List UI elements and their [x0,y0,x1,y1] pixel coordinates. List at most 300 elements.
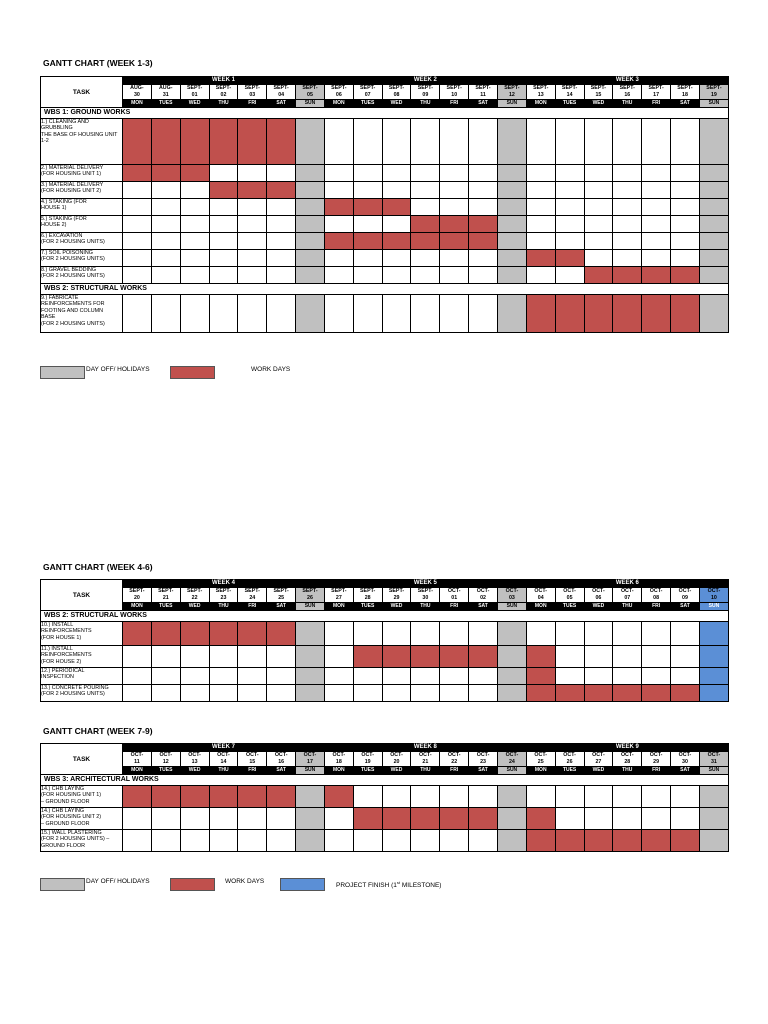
work-day-cell [382,808,411,830]
task-label-line: THE BASE OF HOUSING UNIT 1-2 [41,131,118,145]
weekday-header: FRI [440,100,469,108]
date-day: 30 [682,759,688,765]
date-header [209,588,238,603]
date-day: 02 [480,595,486,601]
day-off-cell [497,808,526,830]
empty-day-cell [555,199,584,216]
date-header [382,752,411,767]
day-off-cell [497,668,526,685]
date-month: SEPT- [273,85,289,91]
date-header [699,85,728,100]
empty-day-cell [267,165,296,182]
weekday-header: MON [526,767,555,775]
empty-day-cell [209,267,238,284]
date-header [497,588,526,603]
date-header [613,85,642,100]
task-label-line: 7.) SOIL POISONING [41,250,93,256]
empty-day-cell [411,199,440,216]
work-day-cell [642,830,671,852]
date-day: 14 [566,92,573,98]
work-day-cell [469,808,498,830]
date-day: 17 [653,92,660,98]
task-label [41,685,123,702]
task-label-line: (FOR 2 HOUSING UNITS) [41,320,105,327]
date-header [353,85,382,100]
day-off-cell [699,267,728,284]
date-month: OCT- [563,588,576,594]
task-label-line: (FOR HOUSE 1) [41,634,82,641]
date-header [151,588,180,603]
empty-day-cell [642,182,671,199]
week-header: WEEK 3 [526,77,728,85]
date-header [642,85,671,100]
weekday-header: THU [209,100,238,108]
empty-day-cell [267,199,296,216]
empty-day-cell [209,685,238,702]
task-label [41,119,123,165]
date-day: 03 [508,595,515,601]
work-day-cell [238,119,267,165]
date-month: SEPT- [388,85,405,91]
date-day: 04 [278,92,285,98]
day-off-cell [699,808,728,830]
empty-day-cell [584,622,613,646]
date-day: 08 [653,595,660,601]
empty-day-cell [642,216,671,233]
date-header [151,752,180,767]
work-day-cell [411,646,440,668]
weekday-header: MON [324,100,353,108]
task-label-line: BASE [41,314,56,321]
work-day-cell [382,199,411,216]
empty-day-cell [555,668,584,685]
date-month: SEPT- [360,85,376,91]
task-label-line: (FOR HOUSING UNIT 1) [41,171,102,178]
task-label-line: (FOR 2 HOUSING UNITS) [41,256,105,263]
work-day-cell [123,622,152,646]
weekday-header: FRI [642,603,671,611]
empty-day-cell [613,182,642,199]
day-off-cell [497,119,526,165]
work-day-cell [353,233,382,250]
wbs-section-row [41,611,729,622]
task-label-line: 1.) CLEANING AND GRUBBLING [41,119,89,132]
task-row [41,119,729,165]
weekday-header: TUES [151,603,180,611]
empty-day-cell [613,622,642,646]
work-day-cell [151,165,180,182]
empty-day-cell [526,182,555,199]
empty-day-cell [469,250,498,267]
date-month: OCT- [592,752,605,758]
date-day: 04 [537,595,544,601]
project-finish-cell [699,622,728,646]
empty-day-cell [469,295,498,333]
work-day-cell [642,267,671,284]
empty-day-cell [180,808,209,830]
legend-work-days-swatch [170,366,215,379]
work-day-cell [671,830,700,852]
empty-day-cell [555,216,584,233]
date-header [411,752,440,767]
task-label-line: REINFORCEMENTS FOR [41,301,105,308]
empty-day-cell [123,808,152,830]
empty-day-cell [324,622,353,646]
empty-day-cell [671,165,700,182]
empty-day-cell [613,786,642,808]
empty-day-cell [353,295,382,333]
work-day-cell [151,622,180,646]
date-month: SEPT- [388,588,405,594]
date-month: SEPT- [619,85,635,91]
date-header [584,752,613,767]
task-label [41,165,123,182]
empty-day-cell [353,685,382,702]
empty-day-cell [584,182,613,199]
empty-day-cell [555,165,584,182]
empty-day-cell [209,646,238,668]
gantt-table [40,76,729,333]
empty-day-cell [671,668,700,685]
date-header [526,85,555,100]
work-day-cell [555,250,584,267]
empty-day-cell [353,830,382,852]
weekday-header: MON [526,603,555,611]
empty-day-cell [613,808,642,830]
date-header [209,85,238,100]
empty-day-cell [123,250,152,267]
task-label [41,233,123,250]
work-day-cell [180,786,209,808]
work-day-cell [613,295,642,333]
date-day: 15 [595,92,602,98]
wbs-section-row [41,108,729,119]
empty-day-cell [382,622,411,646]
empty-day-cell [613,646,642,668]
empty-day-cell [440,267,469,284]
empty-day-cell [267,830,296,852]
date-month: SEPT- [302,85,318,91]
weekday-header: MON [123,767,152,775]
day-off-cell [296,668,325,685]
task-label-line: 8.) GRAVEL BEDDING [41,267,97,273]
task-label-line: 12.) PERIODICAL [41,668,85,674]
week-header: WEEK 8 [324,744,526,752]
empty-day-cell [440,119,469,165]
task-label-line: INSPECTION [41,674,74,681]
task-row [41,267,729,284]
task-row [41,646,729,668]
date-day: 13 [191,759,198,765]
empty-day-cell [440,668,469,685]
task-label-line: (FOR 2 HOUSING UNITS) [41,239,105,246]
date-month: OCT- [476,588,490,594]
work-day-cell [526,830,555,852]
day-off-cell [296,182,325,199]
work-day-cell [324,199,353,216]
day-off-cell [296,233,325,250]
weekday-header: THU [411,100,440,108]
work-day-cell [642,295,671,333]
task-row [41,165,729,182]
empty-day-cell [209,233,238,250]
empty-day-cell [469,119,498,165]
day-off-cell [699,216,728,233]
date-header [440,588,469,603]
empty-day-cell [440,685,469,702]
work-day-cell [267,182,296,199]
date-day: 16 [624,92,631,98]
date-month: OCT- [361,752,374,758]
empty-day-cell [180,182,209,199]
empty-day-cell [353,622,382,646]
empty-day-cell [613,119,642,165]
date-month: SEPT- [244,85,260,91]
date-header [497,85,526,100]
work-day-cell [613,830,642,852]
work-day-cell [209,786,238,808]
empty-day-cell [324,830,353,852]
gantt-table [40,743,729,852]
work-day-cell [584,295,613,333]
date-month: SEPT- [706,85,722,91]
empty-day-cell [209,668,238,685]
empty-day-cell [238,165,267,182]
weekday-header: SAT [469,603,498,611]
date-header [671,588,700,603]
task-row [41,685,729,702]
date-day: 02 [220,92,227,98]
empty-day-cell [151,685,180,702]
project-finish-cell [699,685,728,702]
date-day: 16 [278,759,285,765]
empty-day-cell [411,295,440,333]
empty-day-cell [642,786,671,808]
date-header [267,588,296,603]
weekday-header: MON [123,603,152,611]
day-off-cell [699,119,728,165]
wbs-label: WBS 2: STRUCTURAL WORKS [41,611,729,622]
task-label-line: (FOR HOUSING UNIT 2) [41,814,102,821]
date-day: 25 [278,595,285,601]
wbs-section-row [41,775,729,786]
day-off-cell [296,216,325,233]
work-day-cell [238,622,267,646]
date-day: 29 [393,595,400,601]
day-off-cell [497,182,526,199]
date-day: 22 [451,759,458,765]
task-label [41,622,123,646]
date-day: 20 [133,595,140,601]
day-off-cell [699,182,728,199]
empty-day-cell [526,267,555,284]
empty-day-cell [411,685,440,702]
day-off-cell [497,216,526,233]
date-day: 17 [307,759,313,765]
date-header [584,588,613,603]
work-day-cell [209,119,238,165]
task-row [41,182,729,199]
empty-day-cell [123,685,152,702]
date-month: SEPT- [417,588,434,594]
empty-day-cell [209,250,238,267]
date-month: OCT- [592,588,605,594]
work-day-cell [671,295,700,333]
empty-day-cell [209,216,238,233]
date-day: 31 [162,92,169,98]
date-month: SEPT- [475,85,491,91]
empty-day-cell [382,250,411,267]
weekday-header: WED [382,100,411,108]
date-month: SEPT- [360,588,376,594]
week-header: WEEK 4 [123,580,325,588]
week-header: WEEK 7 [123,744,325,752]
weekday-header: SUN [296,767,325,775]
date-day: 28 [364,595,371,601]
work-day-cell [526,808,555,830]
day-off-cell [497,786,526,808]
date-month: OCT- [447,588,461,594]
empty-day-cell [324,267,353,284]
task-label [41,182,123,199]
date-header [699,588,728,603]
empty-day-cell [469,182,498,199]
date-day: 07 [364,92,371,98]
day-off-cell [296,165,325,182]
date-day: 24 [508,759,515,765]
date-month: SEPT- [561,85,578,91]
empty-day-cell [353,250,382,267]
day-off-cell [296,267,325,284]
day-off-cell [296,295,325,333]
week-header: WEEK 1 [123,77,325,85]
gantt-table-week-1-3 [40,76,729,333]
task-row [41,808,729,830]
empty-day-cell [555,646,584,668]
empty-day-cell [469,786,498,808]
date-header [440,752,469,767]
work-day-cell [353,199,382,216]
date-header [440,85,469,100]
date-month: SEPT- [129,588,145,594]
empty-day-cell [123,830,152,852]
date-month: SEPT- [533,85,549,91]
day-off-cell [699,250,728,267]
date-month: OCT- [620,588,634,594]
date-month: OCT- [649,752,663,758]
empty-day-cell [411,165,440,182]
date-header [209,752,238,767]
date-header [699,752,728,767]
date-day: 05 [307,92,313,98]
date-day: 10 [451,92,458,98]
empty-day-cell [267,808,296,830]
weekday-header: FRI [440,603,469,611]
empty-day-cell [642,668,671,685]
date-month: OCT- [390,752,403,758]
weekday-header: SUN [699,100,728,108]
work-day-cell [324,786,353,808]
date-day: 01 [191,92,198,98]
task-row [41,668,729,685]
date-day: 26 [307,595,313,601]
date-header [296,85,325,100]
week-header-row [41,77,729,85]
date-day: 11 [480,92,486,98]
empty-day-cell [267,685,296,702]
empty-day-cell [613,216,642,233]
empty-day-cell [123,199,152,216]
weekday-header-row [41,100,729,108]
date-month: SEPT- [504,85,520,91]
empty-day-cell [353,182,382,199]
date-header [238,752,267,767]
date-header [555,588,584,603]
work-day-cell [440,646,469,668]
task-label-line: (FOR HOUSE 2) [41,658,82,665]
empty-day-cell [671,233,700,250]
date-header [671,752,700,767]
empty-day-cell [180,668,209,685]
date-header [469,752,498,767]
date-header [151,85,180,100]
empty-day-cell [440,295,469,333]
empty-day-cell [584,165,613,182]
day-off-cell [699,830,728,852]
work-day-cell [469,216,498,233]
empty-day-cell [440,165,469,182]
date-month: SEPT- [446,85,462,91]
work-day-cell [180,622,209,646]
gantt-table [40,579,729,702]
empty-day-cell [526,622,555,646]
work-day-cell [555,830,584,852]
empty-day-cell [151,233,180,250]
empty-day-cell [123,233,152,250]
legend-project-finish-swatch [280,878,325,891]
work-day-cell [469,646,498,668]
date-header [382,588,411,603]
empty-day-cell [440,250,469,267]
task-label-line: 15.) WALL PLASTERING [41,830,102,836]
task-row [41,830,729,852]
empty-day-cell [555,182,584,199]
date-day: 23 [220,595,227,601]
work-day-cell [180,165,209,182]
empty-day-cell [555,267,584,284]
empty-day-cell [411,182,440,199]
work-day-cell [151,119,180,165]
date-month: OCT- [419,752,432,758]
weekday-header: THU [613,100,642,108]
date-day: 08 [393,92,400,98]
task-label-line: 14.) CHB LAYING [41,808,85,814]
work-day-cell [382,233,411,250]
task-label-line: – GROUND FLOOR [41,798,90,805]
legend-work-days-label: WORK DAYS [225,878,265,885]
day-off-cell [296,119,325,165]
weekday-header: SUN [497,767,526,775]
weekday-header: WED [584,767,613,775]
empty-day-cell [671,119,700,165]
empty-day-cell [642,250,671,267]
empty-day-cell [613,233,642,250]
week-header: WEEK 2 [324,77,526,85]
task-row [41,295,729,333]
day-off-cell [296,830,325,852]
weekday-header: SAT [267,100,296,108]
weekday-header: MON [324,603,353,611]
